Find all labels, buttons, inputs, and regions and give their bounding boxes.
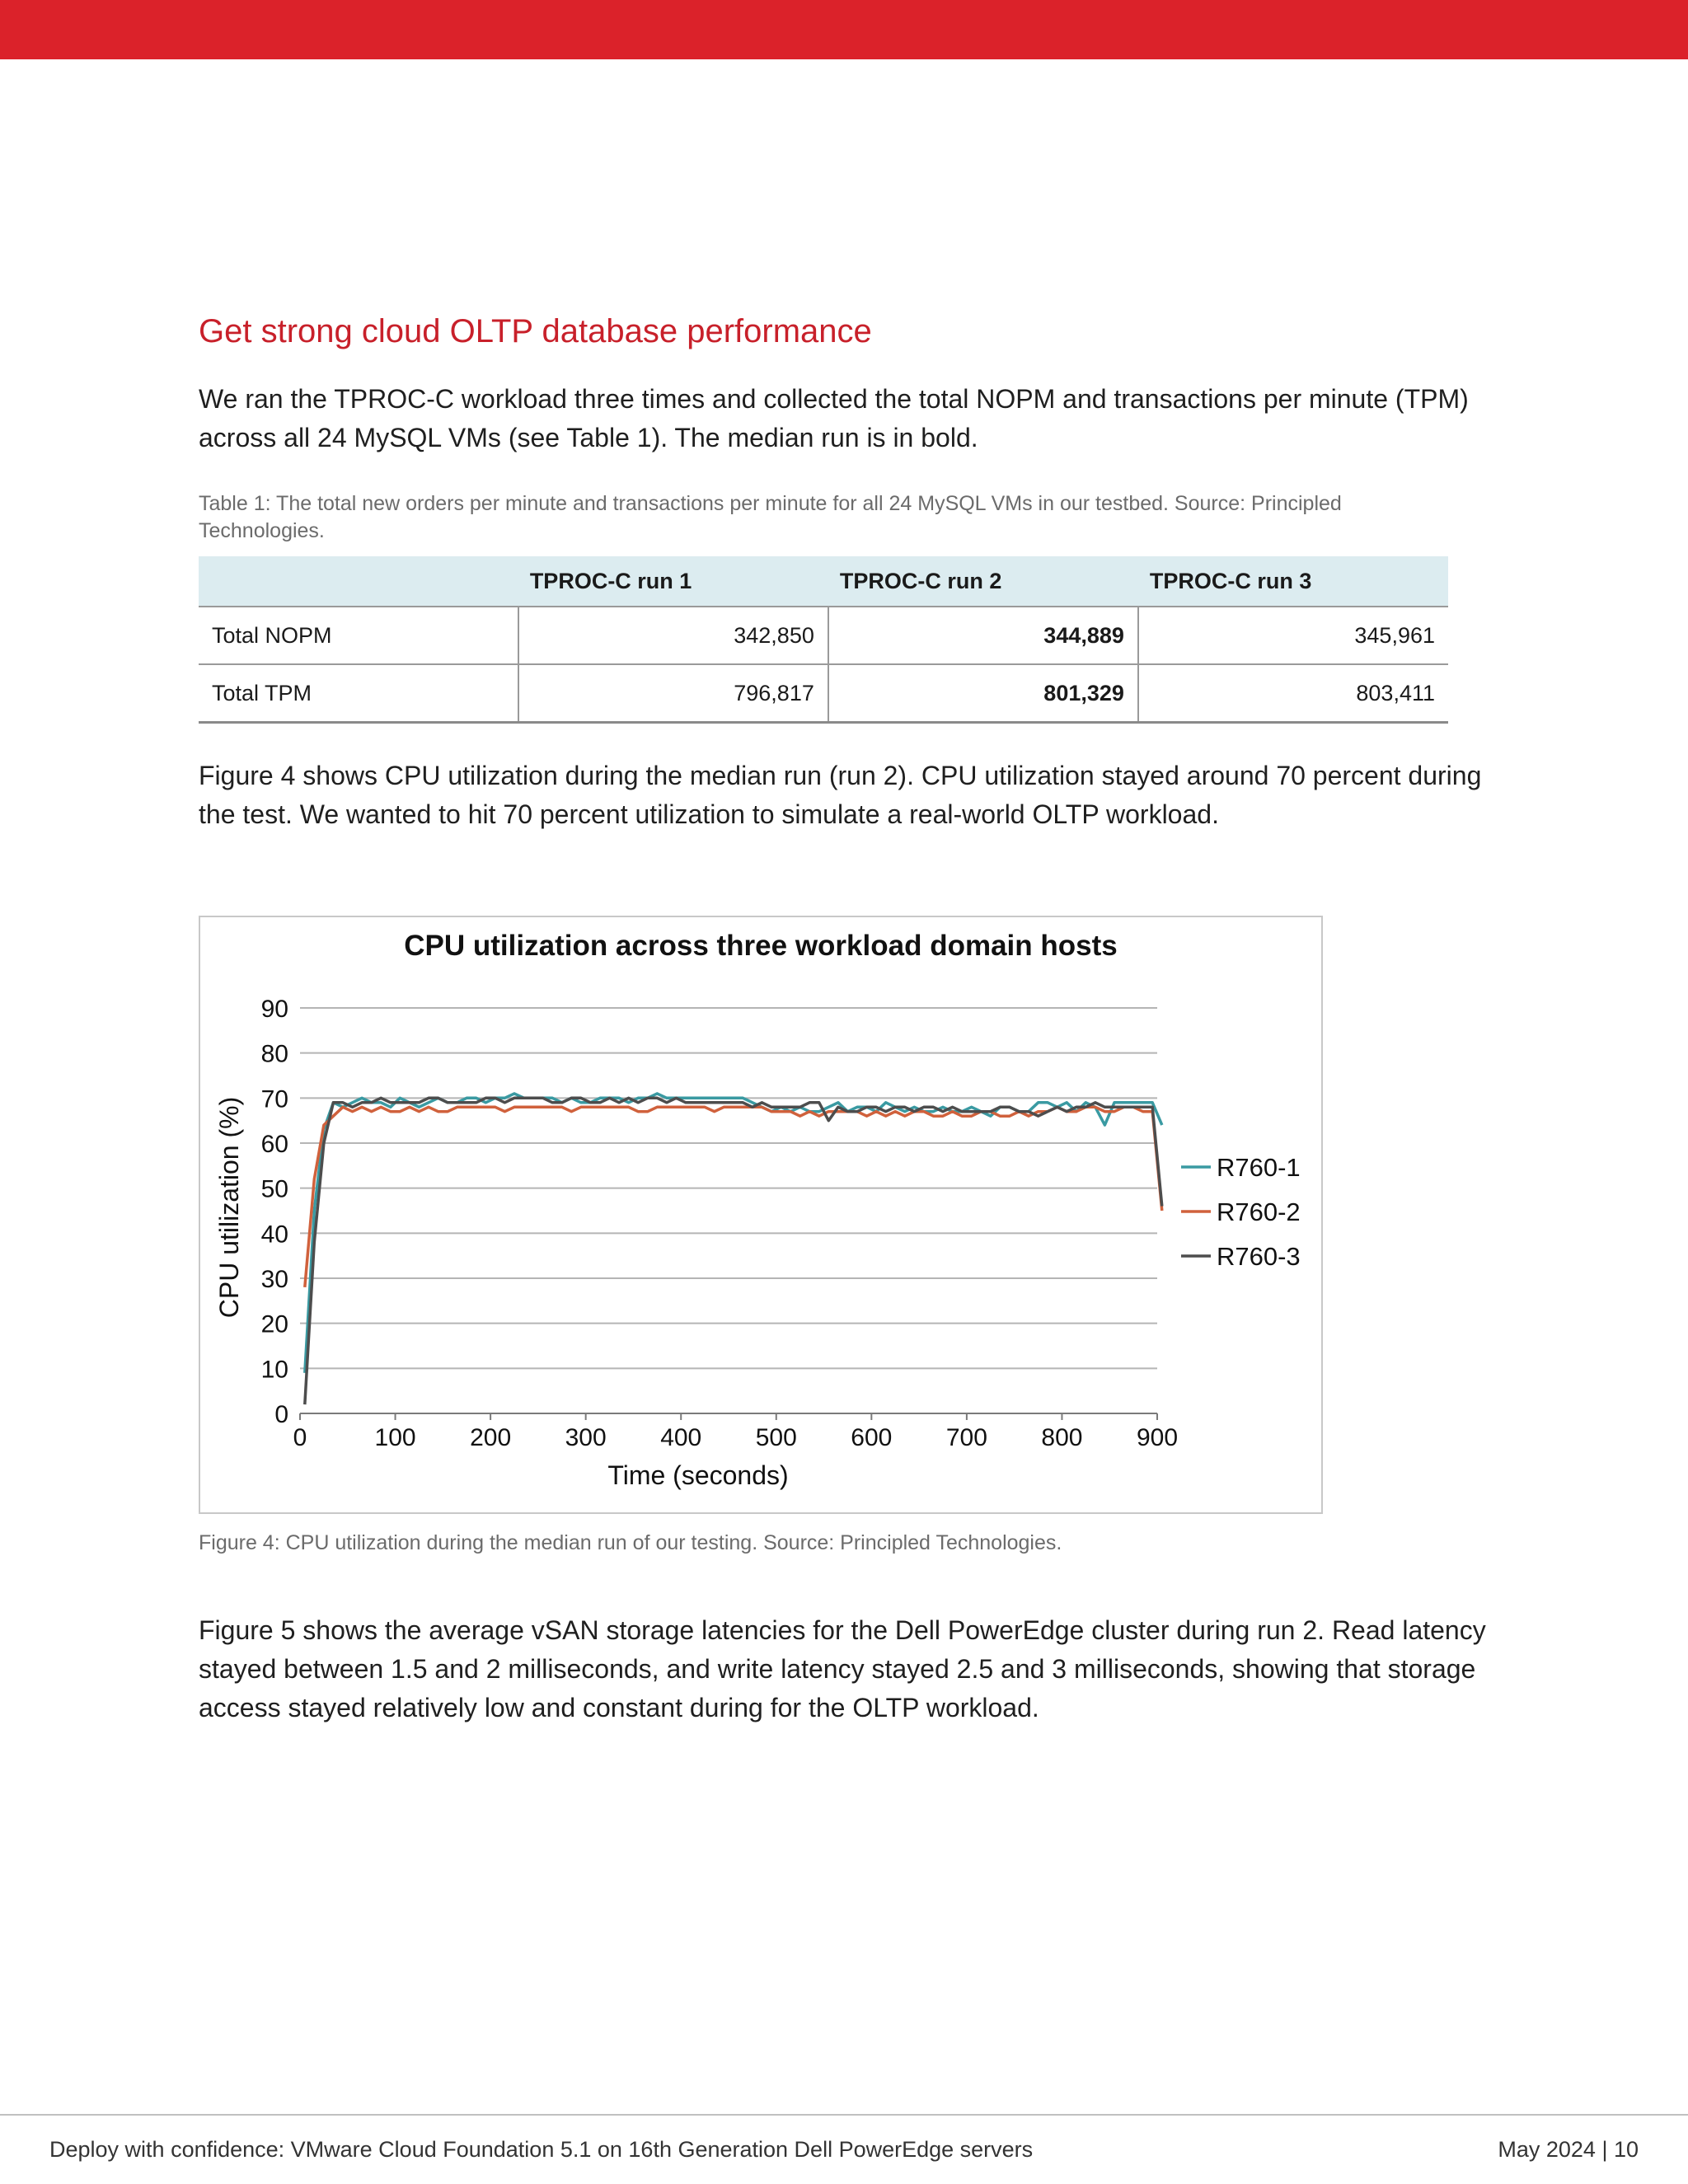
table-cell: 345,961 — [1138, 607, 1448, 664]
x-tick-label: 0 — [293, 1424, 307, 1451]
figure-caption: Figure 4: CPU utilization during the median run of our testing. Source: Principled Technologies. — [199, 1531, 1062, 1554]
series-line-r760-2 — [305, 1107, 1162, 1287]
table-header-cell — [199, 556, 518, 607]
x-axis-label: Time (seconds) — [607, 1460, 789, 1490]
table-row-label: Total NOPM — [199, 607, 518, 664]
footer-divider — [0, 2114, 1688, 2116]
table-cell-median: 344,889 — [828, 607, 1138, 664]
x-tick-label: 500 — [755, 1424, 797, 1451]
table-cell: 796,817 — [518, 664, 828, 723]
y-axis-label: CPU utilization (%) — [214, 1096, 244, 1319]
table-row — [199, 607, 1448, 664]
brand-top-bar — [0, 0, 1688, 59]
table-row — [199, 664, 1448, 723]
table-header-cell: TPROC-C run 3 — [1138, 556, 1448, 607]
x-tick-label: 300 — [565, 1424, 607, 1451]
x-tick-label: 400 — [660, 1424, 702, 1451]
section-title: Get strong cloud OLTP database performance — [199, 313, 872, 349]
legend-label: R760-2 — [1217, 1197, 1301, 1226]
footer-date-page: May 2024 | 10 — [1498, 2137, 1639, 2162]
legend-label: R760-1 — [1217, 1153, 1301, 1182]
x-tick-label: 900 — [1136, 1424, 1179, 1451]
x-tick-label: 600 — [851, 1424, 893, 1451]
x-tick-label: 800 — [1041, 1424, 1083, 1451]
table-header-cell: TPROC-C run 1 — [518, 556, 828, 607]
table-header-cell: TPROC-C run 2 — [828, 556, 1138, 607]
y-tick-label: 90 — [260, 996, 288, 1023]
table-caption: Table 1: The total new orders per minute and transactions per minute for all 24 MySQL VMs in our testbed. Source: Principled Technologies. — [199, 492, 1342, 542]
chart-axes — [261, 996, 1178, 1451]
series-line-r760-3 — [305, 1098, 1162, 1404]
chart-gridlines — [300, 1008, 1157, 1413]
y-tick-label: 10 — [260, 1356, 288, 1384]
y-tick-label: 50 — [260, 1175, 288, 1203]
table-cell: 342,850 — [518, 607, 828, 664]
intro-paragraph: We ran the TPROC-C workload three times and collected the total NOPM and transactions per minute (TPM) across all 24 MySQL VMs (see Table 1). The median run is in bold. — [199, 384, 1469, 452]
table-header-row — [199, 556, 1448, 607]
y-tick-label: 30 — [260, 1266, 288, 1293]
table-cell: 803,411 — [1138, 664, 1448, 723]
x-tick-label: 200 — [470, 1424, 512, 1451]
chart-title: CPU utilization across three workload domain hosts — [404, 930, 1118, 962]
y-tick-label: 40 — [260, 1221, 288, 1249]
figure-intro-paragraph: Figure 4 shows CPU utilization during the median run (run 2). CPU utilization stayed around 70 percent during the test. We wanted to hit 70 percent utilization to simulate a real-world OLTP workload. — [199, 761, 1482, 829]
results-table — [199, 556, 1448, 724]
y-tick-label: 70 — [260, 1085, 288, 1113]
y-tick-label: 0 — [274, 1401, 288, 1428]
table-cell-median: 801,329 — [828, 664, 1138, 723]
x-tick-label: 100 — [374, 1424, 416, 1451]
chart-legend — [1181, 1153, 1301, 1271]
y-tick-label: 20 — [260, 1310, 288, 1338]
y-tick-label: 80 — [260, 1040, 288, 1068]
storage-latency-paragraph: Figure 5 shows the average vSAN storage latencies for the Dell PowerEdge cluster during run 2. Read latency stayed between 1.5 and 2 milliseconds, and write latency stayed 2.5 and 3 milliseconds, showing that storage access stayed relatively low and constant during for the OLTP workload. — [199, 1615, 1486, 1722]
footer-document-title: Deploy with confidence: VMware Cloud Foundation 5.1 on 16th Generation Dell PowerEdge servers — [49, 2137, 1034, 2162]
cpu-utilization-chart — [199, 916, 1323, 1514]
table-row-label: Total TPM — [199, 664, 518, 723]
x-tick-label: 700 — [945, 1424, 987, 1451]
y-tick-label: 60 — [260, 1131, 288, 1158]
chart-canvas — [200, 917, 1325, 1516]
legend-label: R760-3 — [1217, 1242, 1301, 1271]
chart-series — [305, 1094, 1162, 1404]
